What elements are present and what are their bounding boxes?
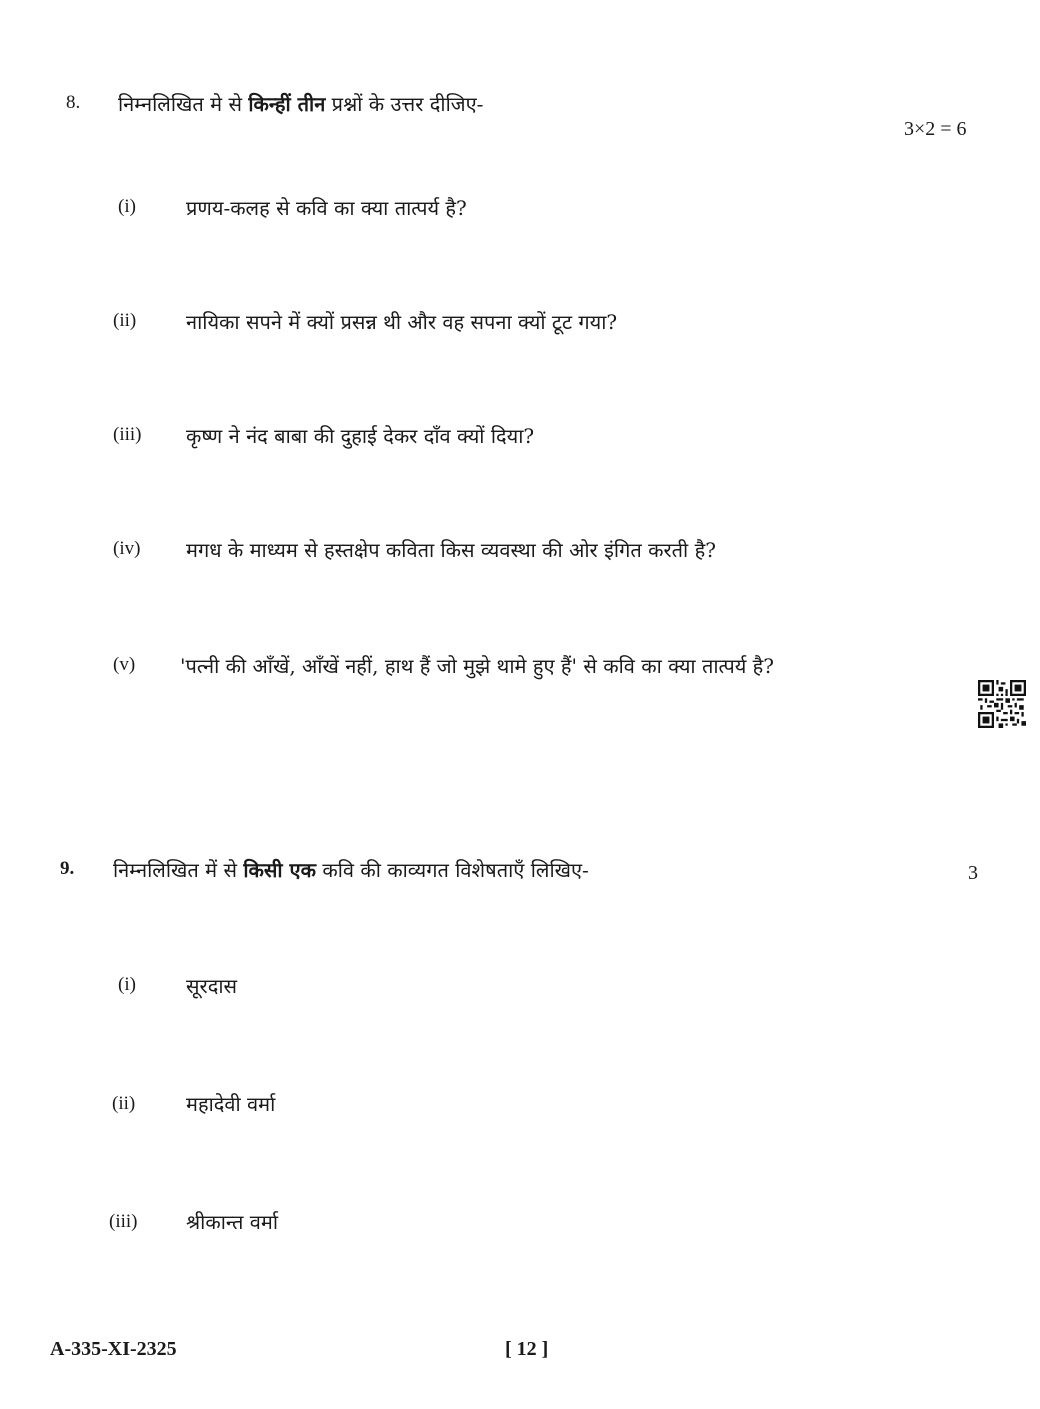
q8-item-4-number: (iv): [113, 538, 141, 559]
question-9-text-bold: किसी एक: [243, 858, 316, 882]
page-number: [ 12 ]: [505, 1338, 549, 1360]
q9-item-3-number: (iii): [109, 1211, 138, 1232]
qr-code-icon: [978, 680, 1026, 728]
question-9-text-pre: निम्नलिखित में से: [113, 858, 244, 882]
question-8-text-pre: निम्नलिखित मे से: [118, 92, 249, 116]
q8-item-5-text: 'पत्नी की आँखें, आँखें नहीं, हाथ हैं जो मुझे थामे हुए हैं' से कवि का क्या तात्पर्य है?: [180, 654, 775, 678]
q8-item-3-number: (iii): [113, 424, 142, 445]
question-8-text: [118, 90, 483, 117]
question-8-marks: 3×2 = 6: [904, 118, 967, 140]
question-8-text-bold: किन्हीं तीन: [248, 92, 326, 116]
q9-item-1-text: सूरदास: [186, 974, 238, 998]
question-9-marks: 3: [968, 862, 978, 884]
q8-item-3-text: कृष्ण ने नंद बाबा की दुहाई देकर दाँव क्यों दिया?: [186, 424, 535, 448]
q9-item-2-number: (ii): [112, 1093, 136, 1114]
q9-item-2-text: महादेवी वर्मा: [186, 1092, 276, 1116]
question-8-text-post: प्रश्नों के उत्तर दीजिए-: [325, 92, 484, 116]
q9-item-1-number: (i): [118, 974, 136, 995]
q8-item-1-number: (i): [118, 196, 136, 217]
question-8-number: 8.: [66, 92, 81, 113]
q9-item-3-text: श्रीकान्त वर्मा: [186, 1210, 279, 1234]
q8-item-1-text: प्रणय-कलह से कवि का क्या तात्पर्य है?: [186, 196, 467, 220]
question-9-text: [113, 856, 589, 883]
q8-item-2-number: (ii): [113, 310, 137, 331]
q8-item-4-text: मगध के माध्यम से हस्तक्षेप कविता किस व्यवस्था की ओर इंगित करती है?: [186, 538, 716, 562]
q8-item-5-number: (v): [113, 654, 136, 675]
question-9-text-post: कवि की काव्यगत विशेषताएँ लिखिए-: [315, 858, 589, 882]
question-9-number: 9.: [60, 858, 75, 879]
paper-code: A-335-XI-2325: [50, 1338, 177, 1360]
q8-item-2-text: नायिका सपने में क्यों प्रसन्न थी और वह सपना क्यों टूट गया?: [186, 310, 618, 334]
